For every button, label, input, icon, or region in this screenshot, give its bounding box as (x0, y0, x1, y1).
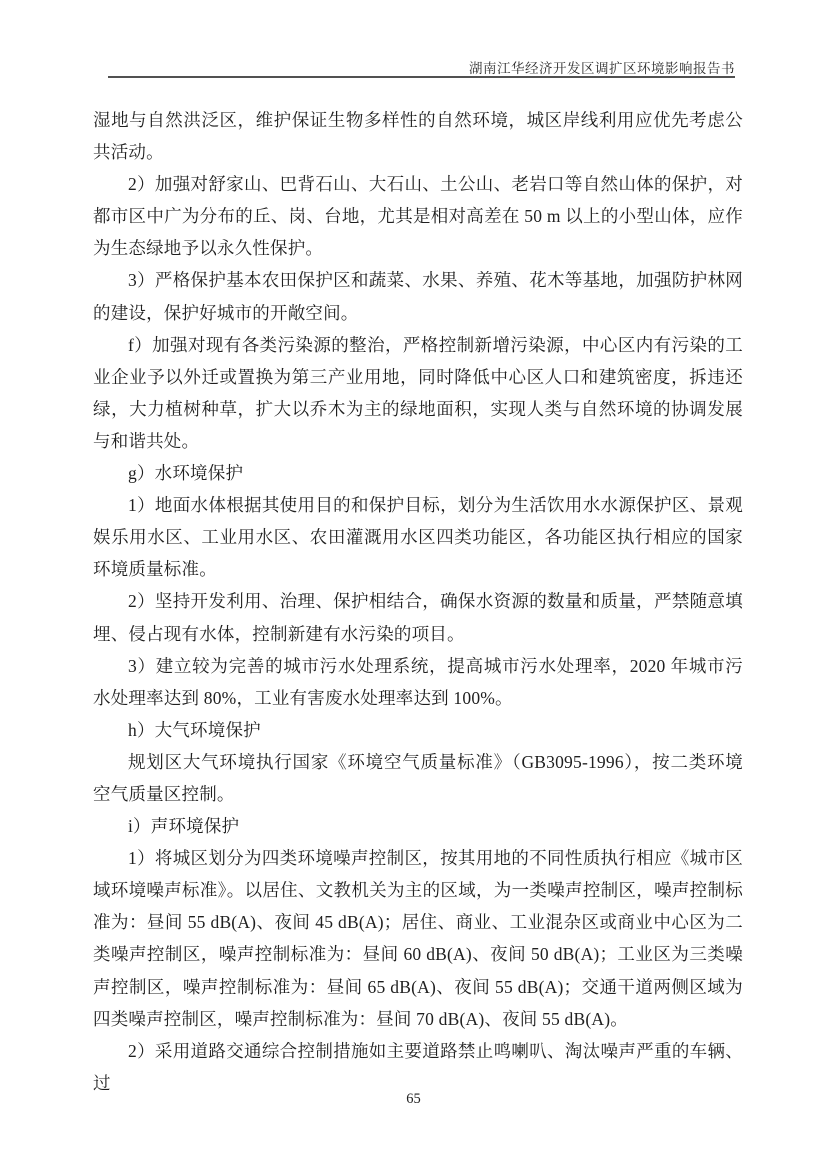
paragraph: 1）将城区划分为四类环境噪声控制区，按其用地的不同性质执行相应《城市区域环境噪声标准》。以居住、文教机关为主的区域，为一类噪声控制区，噪声控制标准为：昼间 55 dB(A)、夜间 45 dB(A)；居住、商业、工业混杂区或商业中心区为二类噪声控制区，噪声控制标准为：昼间 60 dB(A)、夜间 50 dB(A)；工业区为三类噪声控制区，噪声控制标准为：昼间 65 dB(A)、夜间 55 dB(A)；交通干道两侧区域为四类噪声控制区，噪声控制标准为：昼间 70 dB(A)、夜间 55 dB(A)。 (93, 848, 743, 1029)
paragraph: 3）建立较为完善的城市污水处理系统，提高城市污水处理率，2020 年城市污水处理率达到 80%，工业有害废水处理率达到 100%。 (93, 655, 743, 708)
paragraph: f）加强对现有各类污染源的整治，严格控制新增污染源，中心区内有污染的工业企业予以外迁或置换为第三产业用地，同时降低中心区人口和建筑密度，拆违还绿，大力植树种草，扩大以乔木为主的绿地面积，实现人类与自然环境的协调发展与和谐共处。 (93, 334, 743, 451)
paragraph: i）声环境保护 (128, 816, 240, 837)
page-number: 65 (406, 1091, 421, 1107)
paragraph: h）大气环境保护 (128, 719, 261, 740)
paragraph: 2）坚持开发利用、治理、保护相结合，确保水资源的数量和质量，严禁随意填埋、侵占现有水体，控制新建有水污染的项目。 (93, 591, 743, 644)
report-header-title: 湖南江华经济开发区调扩区环境影响报告书 (469, 61, 735, 76)
header-rule (108, 76, 735, 78)
paragraph: 湿地与自然洪泛区，维护保证生物多样性的自然环境，城区岸线利用应优先考虑公共活动。 (93, 110, 743, 163)
paragraph: 2）加强对舒家山、巴背石山、大石山、土公山、老岩口等自然山体的保护，对都市区中广为分布的丘、岗、台地，尤其是相对高差在 50 m 以上的小型山体，应作为生态绿地予以永久性保护。 (93, 174, 743, 259)
paragraph: 2）采用道路交通综合控制措施如主要道路禁止鸣喇叭、淘汰噪声严重的车辆、过 (93, 1040, 743, 1093)
paragraph: 1）地面水体根据其使用目的和保护目标，划分为生活饮用水水源保护区、景观娱乐用水区、工业用水区、农田灌溉用水区四类功能区，各功能区执行相应的国家环境质量标准。 (93, 495, 743, 580)
paragraph: g）水环境保护 (128, 463, 244, 484)
paragraph: 规划区大气环境执行国家《环境空气质量标准》（GB3095-1996），按二类环境空气质量区控制。 (93, 751, 743, 804)
document-body (93, 104, 743, 1099)
paragraph: 3）严格保护基本农田保护区和蔬菜、水果、养殖、花木等基地，加强防护林网的建设，保护好城市的开敞空间。 (93, 270, 743, 323)
